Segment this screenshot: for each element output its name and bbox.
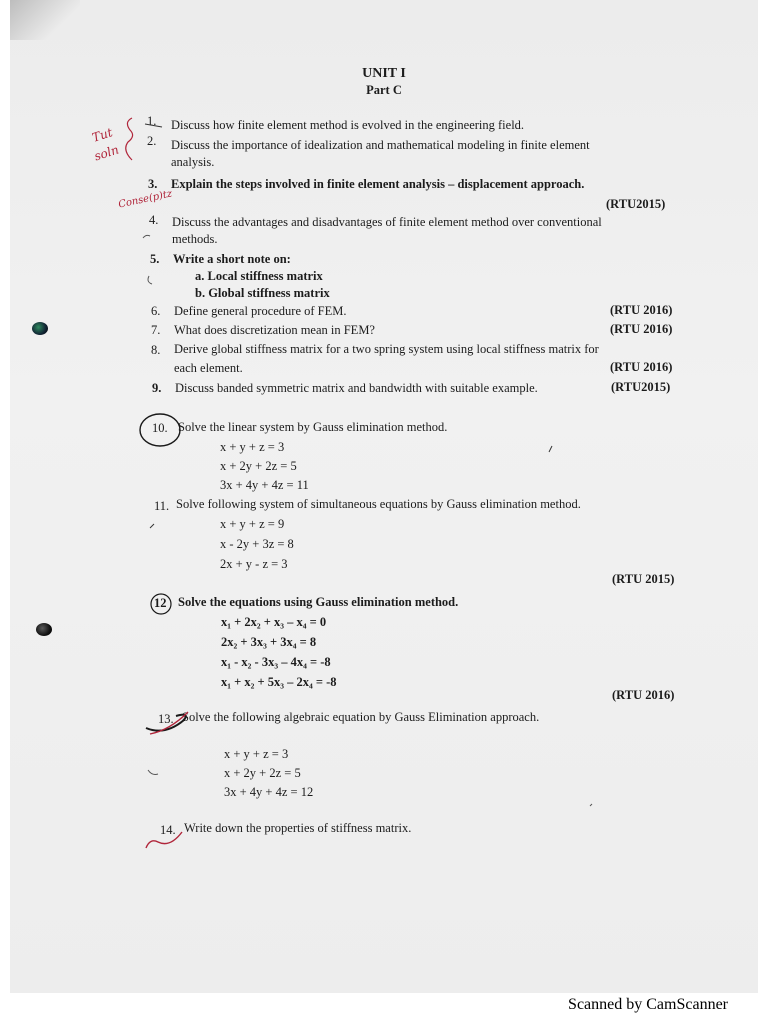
question-11-eq-1: x + y + z = 9 [220, 517, 285, 531]
question-4-text-cont: methods. [172, 232, 218, 246]
question-11-eq-2: x - 2y + 3z = 8 [220, 537, 294, 551]
question-14-number: 14. [160, 823, 176, 837]
question-6-text: Define general procedure of FEM. [174, 304, 347, 318]
question-10-eq-3: 3x + 4y + 4z = 11 [220, 478, 309, 492]
question-8-text: Derive global stiffness matrix for a two spring system using local stiffness matrix for [174, 342, 599, 356]
question-11-number: 11. [154, 499, 170, 513]
question-8-ref: (RTU 2016) [610, 360, 673, 374]
question-10-text: Solve the linear system by Gauss elimination method. [178, 420, 448, 434]
question-6-number: 6. [151, 304, 161, 318]
question-13-eq-2: x + 2y + 2z = 5 [224, 766, 301, 780]
question-2-text: Discuss the importance of idealization and mathematical modeling in finite element [171, 138, 590, 152]
question-3-number: 3. [148, 177, 158, 191]
question-4-number: 4. [149, 213, 159, 227]
scanner-watermark: Scanned by CamScanner [568, 996, 728, 1013]
question-5-number: 5. [150, 252, 160, 266]
unit-title: UNIT I [362, 66, 406, 81]
question-13-text: Solve the following algebraic equation by Gauss Elimination approach. [182, 710, 540, 724]
question-12-eq-2: 2x₂ + 3x₃ + 3x₄ = 8 [221, 635, 317, 649]
question-12-number: 12 [154, 596, 167, 610]
question-5-sub-a: a. Local stiffness matrix [195, 269, 323, 283]
question-11-text: Solve following system of simultaneous equations by Gauss elimination method. [176, 497, 581, 511]
handwritten-note-soln: soln [92, 142, 121, 164]
question-13-eq-1: x + y + z = 3 [224, 747, 289, 761]
question-1-text: Discuss how finite element method is evolved in the engineering field. [171, 118, 525, 132]
question-3-text: Explain the steps involved in finite element analysis – displacement approach. [171, 177, 585, 191]
question-2-text-cont: analysis. [171, 155, 215, 169]
question-10-number: 10. [152, 421, 168, 435]
question-10-eq-2: x + 2y + 2z = 5 [220, 459, 297, 473]
question-12-eq-1: x₁ + 2x₂ + x₃ – x₄ = 0 [221, 615, 327, 629]
question-5-text: Write a short note on: [173, 252, 291, 266]
question-5-sub-b: b. Global stiffness matrix [195, 286, 330, 300]
question-9-text: Discuss banded symmetric matrix and bandwidth with suitable example. [175, 381, 538, 395]
handwritten-note-tut: Tut [90, 125, 115, 145]
question-11-eq-3: 2x + y - z = 3 [220, 557, 288, 571]
question-1-number: 1. [147, 114, 157, 128]
question-7-number: 7. [151, 323, 161, 337]
question-13-number: 13. [158, 712, 174, 726]
question-6-ref: (RTU 2016) [610, 303, 673, 317]
question-14-text: Write down the properties of stiffness matrix. [184, 821, 412, 835]
question-8-number: 8. [151, 343, 161, 357]
question-12-eq-3: x₁ - x₂ - 3x₃ – 4x₄ = -8 [221, 655, 331, 669]
handwritten-note-concept: Conse(p)tz [117, 188, 174, 211]
question-9-number: 9. [152, 381, 162, 395]
question-7-text: What does discretization mean in FEM? [174, 323, 375, 337]
question-10-eq-1: x + y + z = 3 [220, 440, 285, 454]
question-2-number: 2. [147, 134, 157, 148]
question-12-text: Solve the equations using Gauss elimination method. [178, 595, 459, 609]
question-12-ref: (RTU 2016) [612, 688, 675, 702]
question-8-text-cont: each element. [174, 361, 243, 375]
question-12-eq-4: x₁ + x₂ + 5x₃ – 2x₄ = -8 [221, 675, 337, 689]
question-7-ref: (RTU 2016) [610, 322, 673, 336]
question-4-text: Discuss the advantages and disadvantages of finite element method over conventional [172, 215, 602, 229]
question-3-ref: (RTU2015) [606, 197, 666, 211]
part-title: Part C [366, 83, 402, 97]
question-13-eq-3: 3x + 4y + 4z = 12 [224, 785, 314, 799]
question-11-ref: (RTU 2015) [612, 572, 675, 586]
question-9-ref: (RTU2015) [611, 380, 671, 394]
